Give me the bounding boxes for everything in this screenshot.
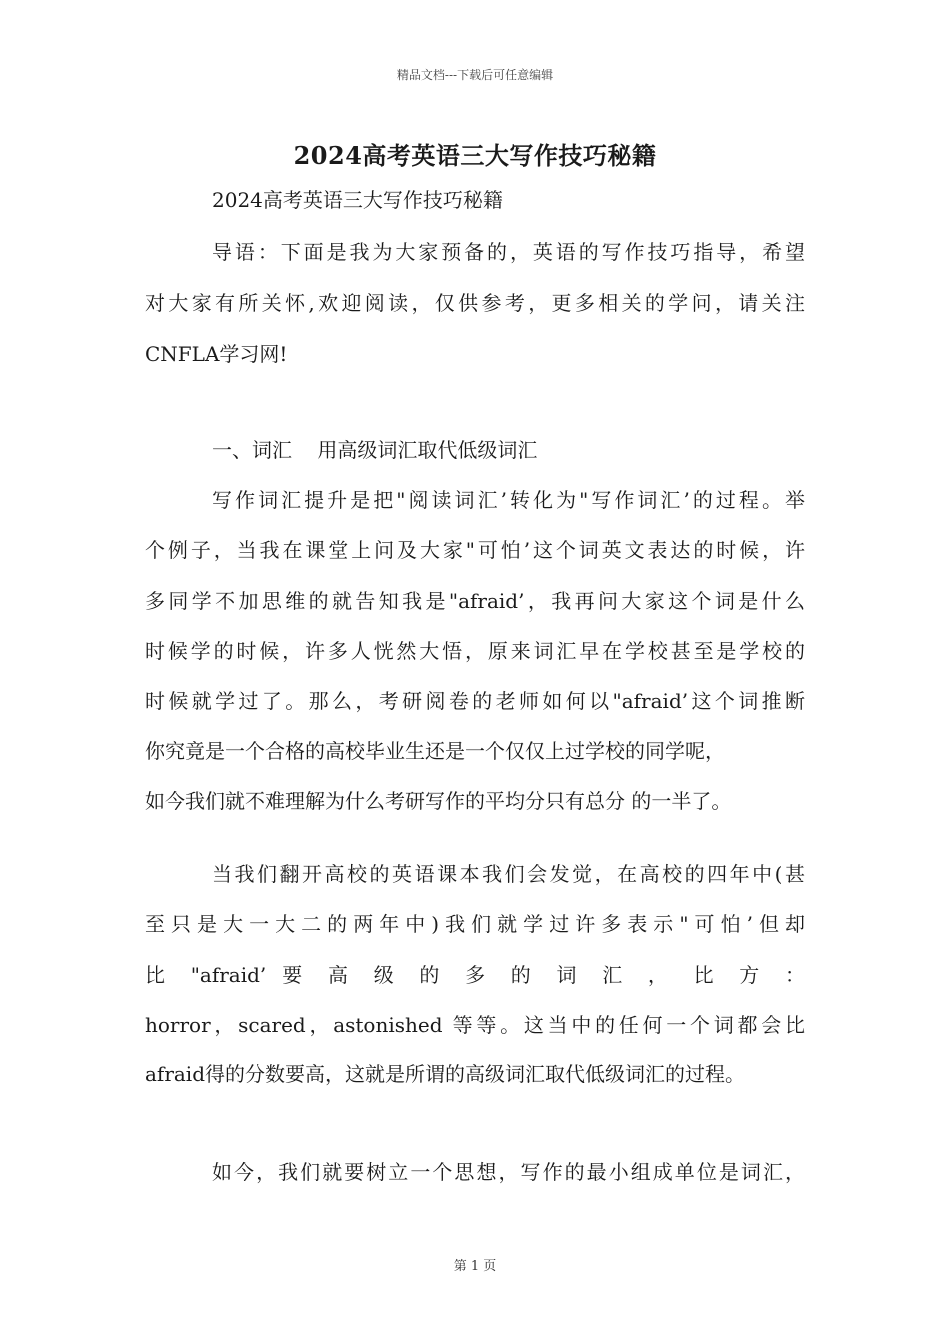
paragraph-3-line-1: 如今，我们就要树立一个思想，写作的最小组成单位是词汇， bbox=[212, 1160, 805, 1184]
paragraph-1-line-4: 时候学的时候，许多人恍然大悟，原来词汇早在学校甚至是学校的 bbox=[145, 639, 805, 663]
paragraph-2-line-1: 当我们翻开高校的英语课本我们会发觉，在高校的四年中(甚 bbox=[212, 862, 805, 886]
intro-line-2: 对大家有所关怀,欢迎阅读，仅供参考，更多相关的学问，请关注 bbox=[145, 291, 805, 315]
paragraph-1-line-2: 个例子，当我在课堂上问及大家"可怕’这个词英文表达的时候，许 bbox=[145, 538, 805, 562]
section-heading-vocabulary: 一、词汇 用高级词汇取代低级词汇 bbox=[212, 438, 538, 462]
paragraph-1-line-1: 写作词汇提升是把"阅读词汇’转化为"写作词汇’的过程。举 bbox=[212, 488, 805, 512]
intro-line-1: 导语：下面是我为大家预备的，英语的写作技巧指导，希望 bbox=[212, 240, 805, 264]
page-header-note: 精品文档---下载后可任意编辑 bbox=[396, 68, 554, 82]
subtitle-line: 2024高考英语三大写作技巧秘籍 bbox=[212, 188, 503, 212]
paragraph-1-line-3: 多同学不加思维的就告知我是"afraid’，我再问大家这个词是什么 bbox=[145, 589, 805, 613]
document-title: 2024高考英语三大写作技巧秘籍 bbox=[293, 141, 657, 170]
paragraph-1-line-5: 时候就学过了。那么，考研阅卷的老师如何以"afraid’这个词推断 bbox=[145, 689, 805, 713]
paragraph-2-line-5: afraid得的分数要高，这就是所谓的高级词汇取代低级词汇的过程。 bbox=[145, 1062, 746, 1086]
page-number: 第 1 页 bbox=[453, 1259, 497, 1274]
paragraph-2-line-3: 比 "afraid’ 要 高 级 的 多 的 词 汇 ， 比 方 ： bbox=[145, 963, 805, 987]
paragraph-1-line-6: 你究竟是一个合格的高校毕业生还是一个仅仅上过学校的同学呢， bbox=[145, 739, 725, 763]
intro-line-3: CNFLA学习网! bbox=[145, 342, 288, 366]
paragraph-2-line-4: horror，scared，astonished 等等。这当中的任何一个词都会比 bbox=[145, 1013, 805, 1037]
paragraph-2-line-2: 至只是大一大二的两年中)我们就学过许多表示"可怕’但却 bbox=[145, 912, 805, 936]
paragraph-1-line-7: 如今我们就不难理解为什么考研写作的平均分只有总分 的一半了。 bbox=[145, 789, 732, 813]
